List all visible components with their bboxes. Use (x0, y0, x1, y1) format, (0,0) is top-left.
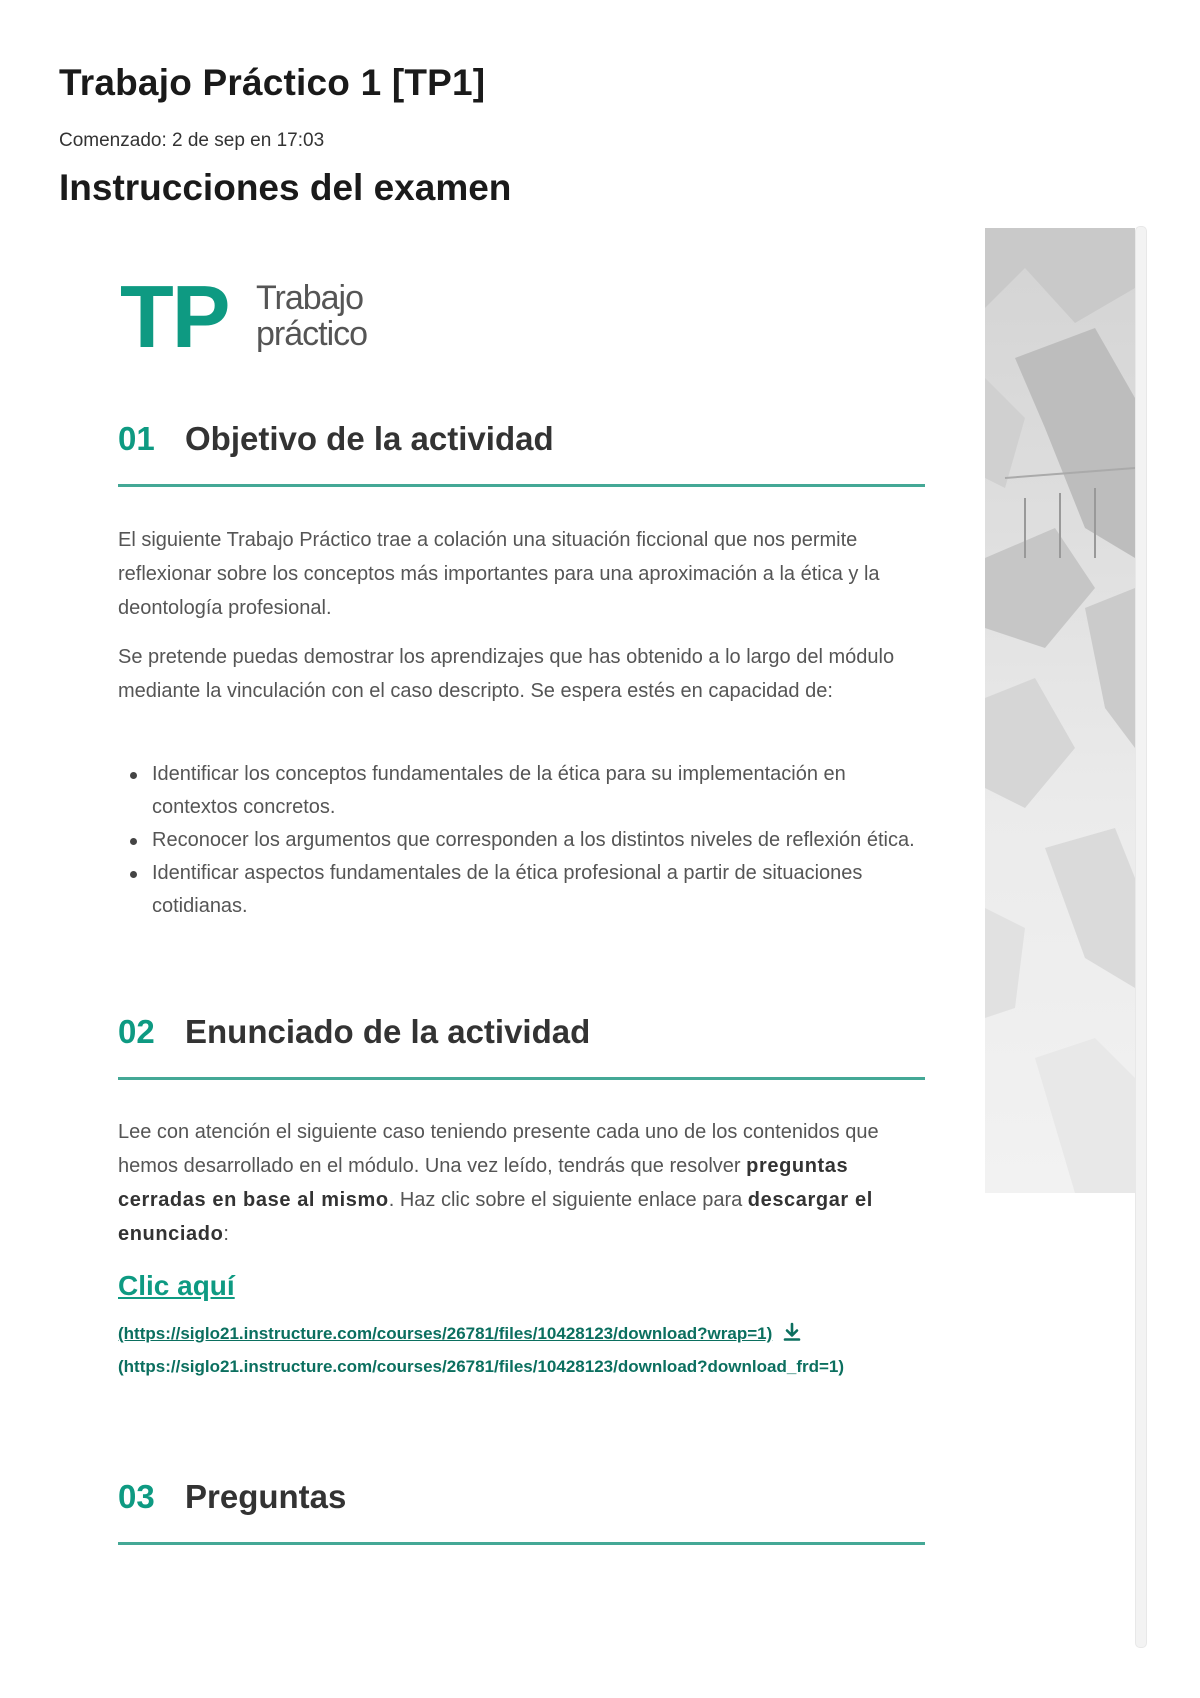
scrollbar[interactable] (1135, 226, 1147, 1648)
logo-line2: práctico (256, 315, 368, 353)
list-item: Identificar los conceptos fundamentales de la ética para su implementación en contextos concretos. (118, 758, 928, 824)
section-title: Preguntas (185, 1478, 347, 1515)
statement-bold: descargar el enunciado (118, 1189, 873, 1245)
decorative-image (985, 228, 1135, 1193)
list-item: Identificar aspectos fundamentales de la ética profesional a partir de situaciones cotidianas. (118, 857, 928, 923)
statement-text: : (223, 1223, 229, 1245)
objective-paragraph-1: El siguiente Trabajo Práctico trae a colación una situación ficcional que nos permite reflexionar sobre los conceptos más importantes para una aproximación a la ética y la deontología profesional. (118, 529, 880, 619)
logo-mark: TP (120, 267, 229, 366)
clic-aqui-link[interactable]: Clic aquí (118, 1270, 235, 1301)
download-url-wrap[interactable] (118, 1317, 938, 1353)
section-heading-03 (118, 1478, 925, 1545)
objective-paragraph-2: Se pretende puedas demostrar los aprendizajes que has obtenido a lo largo del módulo mediante la vinculación con el caso descripto. Se espera estés en capacidad de: (118, 646, 895, 702)
logo-text (256, 280, 367, 352)
download-icon[interactable] (782, 1320, 802, 1353)
section-heading-02 (118, 1013, 925, 1080)
section-title: Objetivo de la actividad (185, 420, 554, 457)
section-number: 03 (118, 1478, 155, 1515)
statement-bold: preguntas cerradas en base al mismo (118, 1155, 849, 1211)
section-heading-01 (118, 420, 925, 487)
page-title: Trabajo Práctico 1 [TP1] (59, 62, 486, 103)
objective-list (118, 758, 928, 923)
statement-text: Lee con atención el siguiente caso teniendo presente cada uno de los contenidos que hemos desarrollado en el módulo. Una vez leído, tendrás que resolver (118, 1121, 879, 1177)
started-timestamp: Comenzado: 2 de sep en 17:03 (59, 130, 325, 151)
download-url-frd[interactable]: (https://siglo21.instructure.com/courses/26781/files/10428123/download?download_frd=1) (118, 1357, 845, 1376)
list-item: Reconocer los argumentos que corresponden a los distintos niveles de reflexión ética. (118, 824, 928, 857)
statement-paragraph (118, 1115, 928, 1251)
logo-line1: Trabajo (256, 279, 364, 317)
instructions-heading: Instrucciones del examen (59, 167, 512, 208)
section-title: Enunciado de la actividad (185, 1013, 591, 1050)
download-url-text[interactable]: (https://siglo21.instructure.com/courses/26781/files/10428123/download?wrap=1) (118, 1324, 773, 1343)
section-number: 02 (118, 1013, 155, 1050)
section-number: 01 (118, 420, 155, 457)
statement-text: . Haz clic sobre el siguiente enlace para (388, 1189, 748, 1211)
